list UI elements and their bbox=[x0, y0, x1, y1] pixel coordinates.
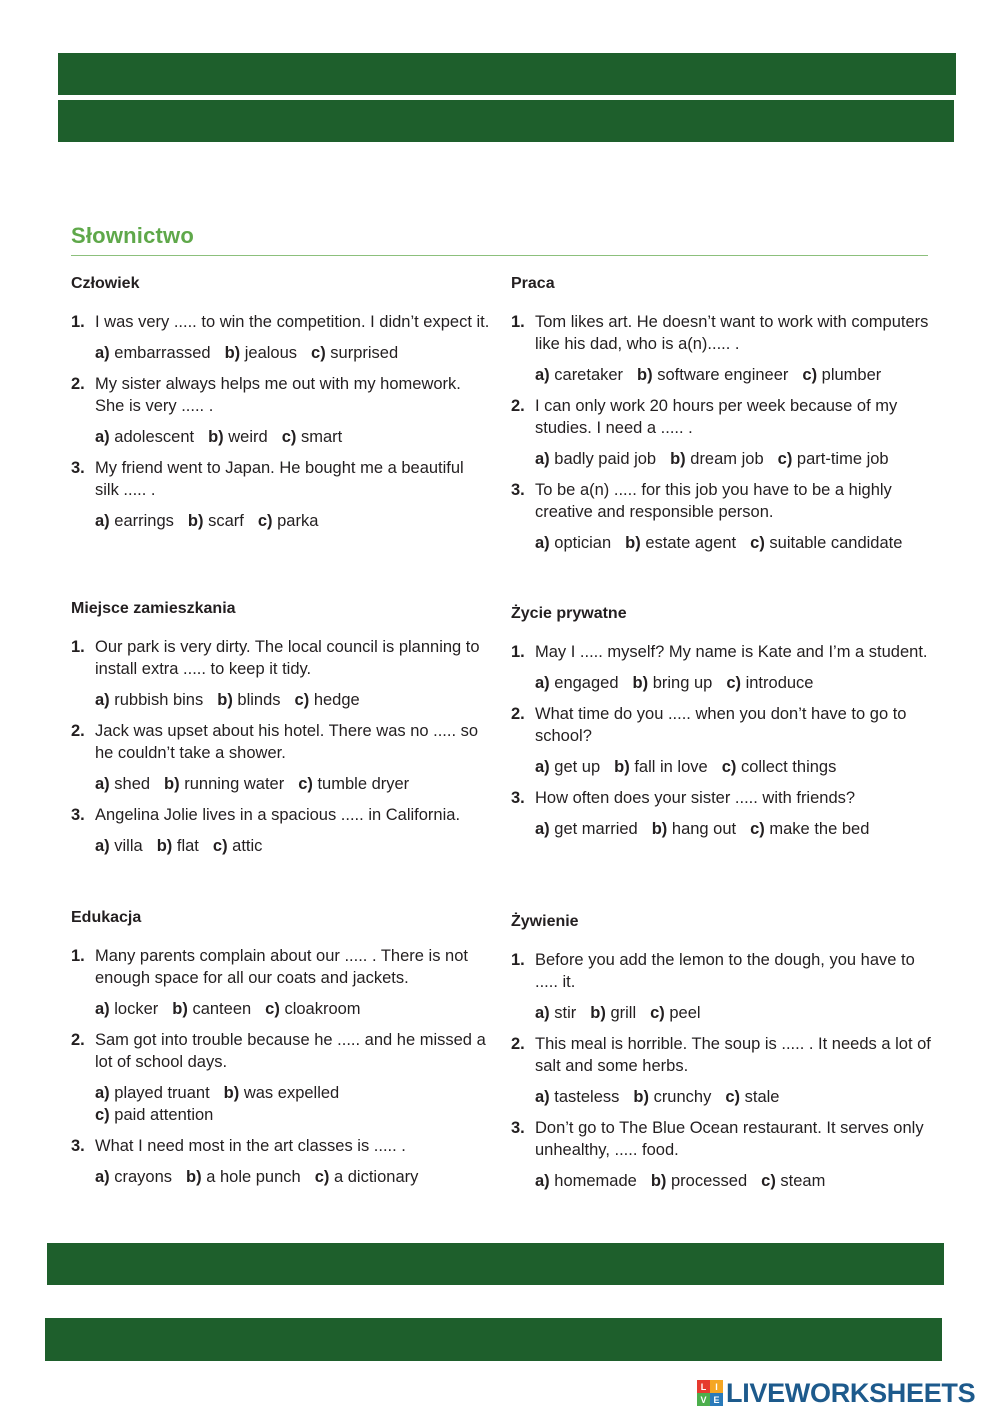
question-text: Many parents complain about our ..... . There is not enough space for all our coats and jackets. bbox=[95, 947, 468, 987]
question-text: I can only work 20 hours per week because of my studies. I need a ..... . bbox=[535, 397, 898, 437]
question-number: 2. bbox=[71, 722, 85, 740]
question-text: Before you add the lemon to the dough, you have to ..... it. bbox=[535, 951, 915, 991]
question-text: I was very ..... to win the competition. I didn’t expect it. bbox=[95, 313, 490, 331]
question bbox=[71, 720, 491, 764]
question-number: 3. bbox=[511, 481, 525, 499]
option-c[interactable]: c) parka bbox=[257, 512, 319, 530]
answer-options bbox=[95, 1166, 491, 1188]
option-a[interactable]: a) crayons bbox=[95, 1168, 173, 1186]
answer-options bbox=[95, 1082, 491, 1126]
option-b[interactable]: b) canteen bbox=[172, 1000, 252, 1018]
question-number: 2. bbox=[511, 397, 525, 415]
question bbox=[511, 703, 931, 747]
option-b[interactable]: b) dream job bbox=[670, 450, 764, 468]
option-c[interactable]: c) stale bbox=[725, 1088, 780, 1106]
question-text: Angelina Jolie lives in a spacious ..... in California. bbox=[95, 806, 461, 824]
answer-options bbox=[535, 532, 931, 554]
answer-options bbox=[95, 689, 491, 711]
option-c[interactable]: c) steam bbox=[761, 1172, 826, 1190]
option-a[interactable]: a) embarrassed bbox=[95, 344, 211, 362]
option-c[interactable]: c) hedge bbox=[294, 691, 360, 709]
option-b[interactable]: b) scarf bbox=[187, 512, 244, 530]
question-number: 3. bbox=[511, 1119, 525, 1137]
option-a[interactable]: a) earrings bbox=[95, 512, 174, 530]
question-number: 1. bbox=[511, 951, 525, 969]
question bbox=[71, 457, 491, 501]
option-a[interactable]: a) badly paid job bbox=[535, 450, 657, 468]
option-b[interactable]: b) software engineer bbox=[637, 366, 789, 384]
section-edukacja bbox=[71, 908, 491, 1197]
section-miejsce-zamieszkania bbox=[71, 599, 491, 866]
option-b[interactable]: b) weird bbox=[208, 428, 268, 446]
question bbox=[511, 311, 931, 355]
section-zycie-prywatne bbox=[511, 604, 931, 849]
logo-text: LIVEWORKSHEETS bbox=[726, 1377, 976, 1408]
option-c[interactable]: c) surprised bbox=[311, 344, 399, 362]
answer-options bbox=[535, 448, 931, 470]
question bbox=[511, 1033, 931, 1077]
question-text: My friend went to Japan. He bought me a beautiful silk ..... . bbox=[95, 459, 464, 499]
question bbox=[511, 787, 931, 809]
option-b[interactable]: b) processed bbox=[650, 1172, 748, 1190]
liveworksheets-logo bbox=[697, 1378, 975, 1408]
option-a[interactable]: a) villa bbox=[95, 837, 143, 855]
option-a[interactable]: a) get up bbox=[535, 758, 601, 776]
question-number: 1. bbox=[71, 947, 85, 965]
question bbox=[511, 949, 931, 993]
question-text: Don’t go to The Blue Ocean restaurant. It serves only unhealthy, ..... food. bbox=[535, 1119, 924, 1159]
question-number: 3. bbox=[71, 806, 85, 824]
question bbox=[511, 479, 931, 523]
option-c[interactable]: c) smart bbox=[281, 428, 343, 446]
option-b[interactable]: b) flat bbox=[156, 837, 199, 855]
header-band-bottom bbox=[58, 100, 954, 142]
question-number: 1. bbox=[511, 643, 525, 661]
section-title: Żywienie bbox=[511, 913, 579, 930]
option-b[interactable]: b) bring up bbox=[632, 674, 713, 692]
answer-options bbox=[535, 1086, 931, 1108]
option-c[interactable]: c) cloakroom bbox=[265, 1000, 361, 1018]
option-a[interactable]: a) get married bbox=[535, 820, 638, 838]
option-a[interactable]: a) caretaker bbox=[535, 366, 624, 384]
answer-options bbox=[535, 364, 931, 386]
answer-options bbox=[95, 342, 491, 364]
option-a[interactable]: a) tasteless bbox=[535, 1088, 620, 1106]
answer-options bbox=[535, 756, 931, 778]
option-a[interactable]: a) rubbish bins bbox=[95, 691, 204, 709]
answer-options bbox=[535, 818, 931, 840]
section-title: Praca bbox=[511, 275, 555, 292]
question-number: 2. bbox=[511, 705, 525, 723]
question-text: How often does your sister ..... with friends? bbox=[535, 789, 856, 807]
option-a[interactable]: a) played truant bbox=[95, 1084, 210, 1102]
option-b[interactable]: b) fall in love bbox=[614, 758, 708, 776]
question-number: 2. bbox=[71, 375, 85, 393]
page-title: Słownictwo bbox=[71, 223, 194, 248]
question-text: Tom likes art. He doesn’t want to work with computers like his dad, who is a(n)..... . bbox=[535, 313, 929, 353]
option-c[interactable]: c) collect things bbox=[721, 758, 837, 776]
question-text: My sister always helps me out with my homework. She is very ..... . bbox=[95, 375, 461, 415]
option-c[interactable]: c) paid attention bbox=[95, 1106, 214, 1124]
question-text: Sam got into trouble because he ..... and he missed a lot of school days. bbox=[95, 1031, 486, 1071]
footer-band-bottom bbox=[45, 1318, 942, 1361]
question bbox=[71, 945, 491, 989]
logo-badge-icon: L I V E bbox=[697, 1380, 723, 1406]
option-c[interactable]: c) suitable candidate bbox=[750, 534, 903, 552]
answer-options bbox=[95, 773, 491, 795]
option-c[interactable]: c) introduce bbox=[726, 674, 814, 692]
question bbox=[71, 804, 491, 826]
option-c[interactable]: c) tumble dryer bbox=[298, 775, 410, 793]
question-number: 1. bbox=[71, 313, 85, 331]
option-c[interactable]: c) a dictionary bbox=[314, 1168, 419, 1186]
option-a[interactable]: a) homemade bbox=[535, 1172, 637, 1190]
question bbox=[71, 1029, 491, 1073]
option-b[interactable]: b) was expelled bbox=[223, 1084, 340, 1102]
option-b[interactable]: b) grill bbox=[590, 1004, 637, 1022]
question bbox=[511, 1117, 931, 1161]
question-number: 3. bbox=[511, 789, 525, 807]
answer-options bbox=[535, 672, 931, 694]
section-title: Edukacja bbox=[71, 909, 142, 926]
section-title: Życie prywatne bbox=[511, 605, 627, 622]
option-b[interactable]: b) blinds bbox=[217, 691, 281, 709]
question bbox=[71, 311, 491, 333]
option-a[interactable]: a) locker bbox=[95, 1000, 159, 1018]
section-zywienie bbox=[511, 912, 931, 1201]
option-b[interactable]: b) running water bbox=[164, 775, 285, 793]
question-text: Our park is very dirty. The local council is planning to install extra ..... to keep it tidy. bbox=[95, 638, 480, 678]
question bbox=[71, 636, 491, 680]
section-title: Człowiek bbox=[71, 275, 140, 292]
section-praca bbox=[511, 274, 931, 563]
option-a[interactable]: a) adolescent bbox=[95, 428, 195, 446]
section-title: Miejsce zamieszkania bbox=[71, 600, 236, 617]
option-b[interactable]: b) crunchy bbox=[633, 1088, 712, 1106]
question-text: This meal is horrible. The soup is ..... . It needs a lot of salt and some herbs. bbox=[535, 1035, 931, 1075]
question-text: Jack was upset about his hotel. There was no ..... so he couldn’t take a shower. bbox=[95, 722, 479, 762]
answer-options bbox=[535, 1002, 931, 1024]
question-number: 1. bbox=[71, 638, 85, 656]
header-band-top bbox=[58, 53, 956, 95]
option-c[interactable]: c) attic bbox=[212, 837, 263, 855]
question bbox=[511, 395, 931, 439]
section-czlowiek bbox=[71, 274, 491, 541]
title-divider bbox=[71, 255, 928, 256]
question-number: 3. bbox=[71, 1137, 85, 1155]
question bbox=[71, 1135, 491, 1157]
question bbox=[511, 641, 931, 663]
answer-options bbox=[95, 426, 491, 448]
question-number: 2. bbox=[511, 1035, 525, 1053]
footer-band-top bbox=[47, 1243, 944, 1285]
question-text: What I need most in the art classes is ..... . bbox=[95, 1137, 406, 1155]
option-a[interactable]: a) stir bbox=[535, 1004, 577, 1022]
option-c[interactable]: c) part-time job bbox=[777, 450, 889, 468]
option-c[interactable]: c) peel bbox=[650, 1004, 701, 1022]
option-a[interactable]: a) optician bbox=[535, 534, 612, 552]
answer-options bbox=[95, 998, 491, 1020]
option-a[interactable]: a) shed bbox=[95, 775, 151, 793]
answer-options bbox=[95, 835, 491, 857]
question-number: 2. bbox=[71, 1031, 85, 1049]
option-b[interactable]: b) estate agent bbox=[625, 534, 737, 552]
question-text: To be a(n) ..... for this job you have to be a highly creative and responsible person. bbox=[535, 481, 892, 521]
option-b[interactable]: b) hang out bbox=[651, 820, 737, 838]
answer-options bbox=[535, 1170, 931, 1192]
answer-options bbox=[95, 510, 491, 532]
question-text: May I ..... myself? My name is Kate and I’m a student. bbox=[535, 643, 928, 661]
question-number: 1. bbox=[511, 313, 525, 331]
question-text: What time do you ..... when you don’t have to go to school? bbox=[535, 705, 907, 745]
question-number: 3. bbox=[71, 459, 85, 477]
option-b[interactable]: b) a hole punch bbox=[186, 1168, 301, 1186]
option-a[interactable]: a) engaged bbox=[535, 674, 619, 692]
option-c[interactable]: c) make the bed bbox=[750, 820, 870, 838]
question bbox=[71, 373, 491, 417]
option-c[interactable]: c) plumber bbox=[802, 366, 882, 384]
option-b[interactable]: b) jealous bbox=[224, 344, 298, 362]
